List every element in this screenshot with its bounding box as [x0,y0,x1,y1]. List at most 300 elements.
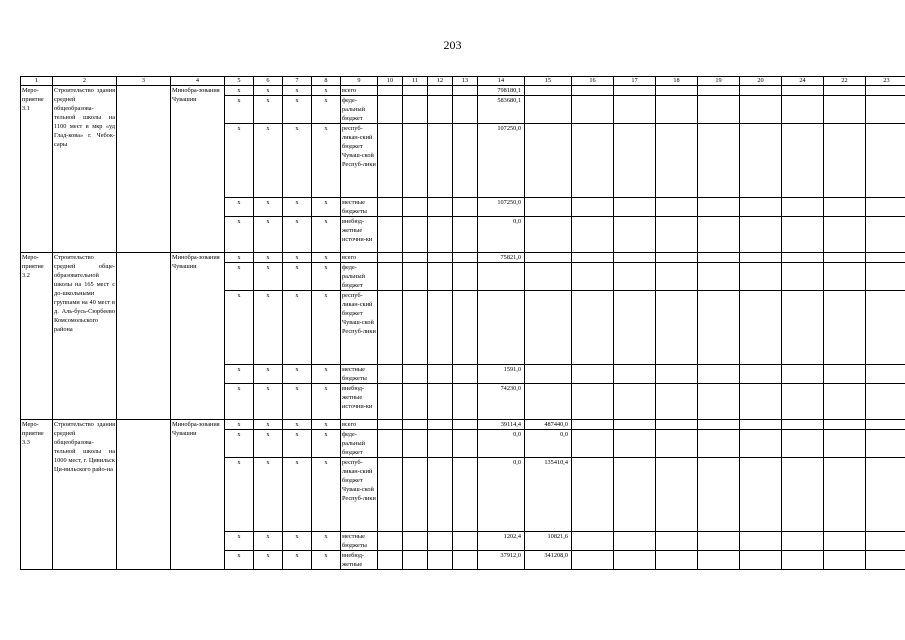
mark-cell: x [254,458,283,532]
empty-cell [453,420,478,430]
column-number-cell: 20 [740,77,782,86]
executor-cell: Минобра-зования Чувашии [171,86,225,253]
column-number-row [21,77,905,86]
empty-cell [614,253,656,263]
amount-col14-cell: 74230,0 [478,384,525,420]
empty-cell [378,384,403,420]
mark-cell: x [254,551,283,570]
empty-cell [656,124,698,198]
funding-source-cell: местные бюджеты [341,365,378,384]
empty-cell [656,420,698,430]
empty-cell [614,430,656,458]
mark-cell: x [254,96,283,124]
empty-cell [782,551,824,570]
empty-cell [614,217,656,253]
column-number-cell: 15 [525,77,572,86]
empty-cell [614,384,656,420]
mark-cell: x [283,96,312,124]
empty-cell [453,198,478,217]
empty-cell [656,198,698,217]
empty-cell [378,430,403,458]
mark-cell: x [225,365,254,384]
empty-cell [572,430,614,458]
empty-cell [740,430,782,458]
empty-cell [428,291,453,365]
empty-cell [614,96,656,124]
mark-cell: x [283,124,312,198]
empty-cell [824,430,866,458]
column-number-cell: 4 [171,77,225,86]
amount-col14-cell: 583680,1 [478,96,525,124]
mark-cell: x [225,384,254,420]
funding-source-cell: внебюд-жетные [341,551,378,570]
mark-cell: x [312,291,341,365]
column-number-cell: 1 [21,77,53,86]
empty-cell [572,253,614,263]
table-row [21,86,905,96]
column-number-cell: 13 [453,77,478,86]
empty-cell [403,384,428,420]
amount-col15-cell: 10821,6 [525,532,572,551]
measure-code-cell: Меро-приятие 3.1 [21,86,53,253]
mark-cell: x [312,532,341,551]
amount-col15-cell [525,291,572,365]
mark-cell: x [254,420,283,430]
empty-cell [782,198,824,217]
mark-cell: x [312,217,341,253]
empty-cell [866,430,905,458]
empty-cell [740,458,782,532]
empty-cell [428,217,453,253]
empty-cell [403,86,428,96]
column-number-cell: 3 [117,77,171,86]
mark-cell: x [254,263,283,291]
empty-cell [698,86,740,96]
empty-cell [866,253,905,263]
empty-cell [453,96,478,124]
empty-cell [782,124,824,198]
empty-cell [698,96,740,124]
mark-cell: x [225,86,254,96]
executor-cell: Минобра-зования Чувашии [171,253,225,420]
empty-cell [378,96,403,124]
empty-cell [698,458,740,532]
column-number-cell: 6 [254,77,283,86]
empty-cell [572,86,614,96]
table-row [21,420,905,430]
amount-col15-cell: 487440,0 [525,420,572,430]
empty-cell [572,420,614,430]
amount-col15-cell: 0,0 [525,430,572,458]
mark-cell: x [283,198,312,217]
empty-cell [866,551,905,570]
mark-cell: x [283,430,312,458]
column-number-cell: 24 [782,77,824,86]
amount-col14-cell: 0,0 [478,430,525,458]
empty-cell [572,532,614,551]
empty-cell [866,96,905,124]
empty-cell [378,263,403,291]
mark-cell: x [225,551,254,570]
empty-cell [698,532,740,551]
empty-cell [740,384,782,420]
empty-cell [453,458,478,532]
empty-cell [656,458,698,532]
empty-cell [403,430,428,458]
empty-cell [614,263,656,291]
empty-cell [824,384,866,420]
empty-cell [782,365,824,384]
empty-cell [403,420,428,430]
empty-cell [614,420,656,430]
empty-cell [866,365,905,384]
amount-col14-cell: 75821,0 [478,253,525,263]
empty-cell [740,198,782,217]
empty-cell [782,532,824,551]
measure-name-cell: Строительство здания средней общеобразова-тельной школы на 1000 мест, г. Цивильск Ци-вильского райо-на [53,420,117,570]
empty-cell [428,384,453,420]
amount-col14-cell: 0,0 [478,217,525,253]
empty-cell [740,551,782,570]
mark-cell: x [312,551,341,570]
empty-cell [453,291,478,365]
funding-source-cell: феде-ральный бюджет [341,430,378,458]
empty-cell [403,96,428,124]
empty-cell [428,430,453,458]
responsible-cell [117,86,171,253]
mark-cell: x [312,86,341,96]
empty-cell [656,551,698,570]
mark-cell: x [283,86,312,96]
empty-cell [428,551,453,570]
mark-cell: x [283,458,312,532]
empty-cell [453,532,478,551]
empty-cell [866,86,905,96]
empty-cell [403,253,428,263]
column-number-cell: 16 [572,77,614,86]
empty-cell [453,124,478,198]
empty-cell [453,253,478,263]
mark-cell: x [225,217,254,253]
empty-cell [453,384,478,420]
mark-cell: x [312,420,341,430]
mark-cell: x [225,263,254,291]
budget-table [20,76,905,570]
empty-cell [403,124,428,198]
empty-cell [740,96,782,124]
amount-col14-cell [478,263,525,291]
column-number-cell: 11 [403,77,428,86]
mark-cell: x [312,198,341,217]
page-number: 203 [443,38,462,52]
column-number-cell: 18 [656,77,698,86]
empty-cell [378,420,403,430]
empty-cell [428,420,453,430]
empty-cell [656,532,698,551]
empty-cell [866,532,905,551]
mark-cell: x [254,217,283,253]
mark-cell: x [254,86,283,96]
funding-source-cell: внебюд-жетные источни-ки [341,384,378,420]
empty-cell [782,86,824,96]
empty-cell [782,253,824,263]
empty-cell [572,291,614,365]
empty-cell [453,365,478,384]
empty-cell [824,96,866,124]
empty-cell [403,458,428,532]
mark-cell: x [225,253,254,263]
empty-cell [378,217,403,253]
empty-cell [428,532,453,551]
mark-cell: x [225,458,254,532]
empty-cell [782,291,824,365]
column-number-cell: 22 [824,77,866,86]
empty-cell [378,458,403,532]
empty-cell [740,291,782,365]
mark-cell: x [225,198,254,217]
empty-cell [740,365,782,384]
funding-source-cell: всего [341,420,378,430]
empty-cell [824,124,866,198]
empty-cell [740,86,782,96]
empty-cell [656,263,698,291]
empty-cell [656,253,698,263]
empty-cell [866,124,905,198]
mark-cell: x [254,253,283,263]
empty-cell [866,198,905,217]
empty-cell [428,124,453,198]
amount-col14-cell: 39114,4 [478,420,525,430]
empty-cell [378,124,403,198]
empty-cell [453,263,478,291]
mark-cell: x [225,96,254,124]
empty-cell [698,384,740,420]
mark-cell: x [283,253,312,263]
amount-col14-cell: 1591,0 [478,365,525,384]
mark-cell: x [283,532,312,551]
empty-cell [428,198,453,217]
funding-source-cell: феде-ральный бюджет [341,263,378,291]
mark-cell: x [225,532,254,551]
column-number-cell: 19 [698,77,740,86]
empty-cell [824,291,866,365]
amount-col15-cell [525,198,572,217]
empty-cell [428,253,453,263]
column-number-cell: 5 [225,77,254,86]
empty-cell [740,263,782,291]
funding-source-cell: респуб-ликан-ский бюджет Чуваш-ской Респуб-лики [341,458,378,532]
empty-cell [698,198,740,217]
amount-col15-cell [525,217,572,253]
empty-cell [740,217,782,253]
column-number-cell: 23 [866,77,905,86]
mark-cell: x [225,124,254,198]
mark-cell: x [312,96,341,124]
empty-cell [403,198,428,217]
empty-cell [453,86,478,96]
empty-cell [378,532,403,551]
empty-cell [614,551,656,570]
empty-cell [378,365,403,384]
mark-cell: x [225,291,254,365]
empty-cell [698,420,740,430]
mark-cell: x [283,291,312,365]
empty-cell [572,96,614,124]
amount-col14-cell: 107250,0 [478,198,525,217]
empty-cell [378,86,403,96]
empty-cell [740,124,782,198]
empty-cell [824,532,866,551]
empty-cell [656,96,698,124]
empty-cell [572,384,614,420]
empty-cell [428,365,453,384]
mark-cell: x [312,458,341,532]
empty-cell [698,253,740,263]
amount-col15-cell [525,253,572,263]
empty-cell [614,532,656,551]
empty-cell [656,384,698,420]
empty-cell [614,124,656,198]
column-number-cell: 10 [378,77,403,86]
empty-cell [782,384,824,420]
empty-cell [428,86,453,96]
funding-source-cell: местные бюджеты [341,198,378,217]
mark-cell: x [312,384,341,420]
empty-cell [572,365,614,384]
empty-cell [572,198,614,217]
empty-cell [824,551,866,570]
funding-source-cell: всего [341,253,378,263]
mark-cell: x [283,551,312,570]
empty-cell [824,217,866,253]
mark-cell: x [254,430,283,458]
empty-cell [782,420,824,430]
empty-cell [740,420,782,430]
empty-cell [378,291,403,365]
mark-cell: x [283,384,312,420]
empty-cell [782,217,824,253]
empty-cell [824,420,866,430]
funding-source-cell: феде-ральный бюджет [341,96,378,124]
mark-cell: x [254,198,283,217]
mark-cell: x [254,365,283,384]
empty-cell [698,217,740,253]
empty-cell [824,86,866,96]
empty-cell [866,384,905,420]
empty-cell [403,263,428,291]
empty-cell [656,217,698,253]
empty-cell [572,124,614,198]
responsible-cell [117,253,171,420]
empty-cell [698,551,740,570]
amount-col15-cell [525,263,572,291]
empty-cell [824,263,866,291]
empty-cell [403,551,428,570]
responsible-cell [117,420,171,570]
empty-cell [572,551,614,570]
amount-col15-cell [525,384,572,420]
empty-cell [740,532,782,551]
amount-col15-cell [525,365,572,384]
empty-cell [782,263,824,291]
column-number-cell: 2 [53,77,117,86]
empty-cell [740,253,782,263]
mark-cell: x [254,384,283,420]
empty-cell [698,365,740,384]
funding-source-cell: местные бюджеты [341,532,378,551]
amount-col14-cell: 798180,1 [478,86,525,96]
mark-cell: x [254,291,283,365]
mark-cell: x [283,263,312,291]
amount-col15-cell [525,86,572,96]
empty-cell [824,458,866,532]
empty-cell [428,458,453,532]
funding-source-cell: внебюд-жетные источни-ки [341,217,378,253]
empty-cell [572,263,614,291]
empty-cell [403,532,428,551]
empty-cell [824,253,866,263]
empty-cell [614,86,656,96]
empty-cell [614,291,656,365]
measure-code-cell: Меро-приятие 3.3 [21,420,53,570]
empty-cell [698,263,740,291]
column-number-cell: 7 [283,77,312,86]
mark-cell: x [254,532,283,551]
column-number-cell: 9 [341,77,378,86]
mark-cell: x [283,420,312,430]
empty-cell [656,86,698,96]
column-number-cell: 12 [428,77,453,86]
funding-source-cell: всего [341,86,378,96]
amount-col14-cell [478,291,525,365]
empty-cell [782,458,824,532]
column-number-cell: 17 [614,77,656,86]
amount-col14-cell: 1202,4 [478,532,525,551]
empty-cell [378,551,403,570]
empty-cell [428,96,453,124]
empty-cell [782,430,824,458]
mark-cell: x [283,365,312,384]
empty-cell [614,198,656,217]
amount-col15-cell: 341208,0 [525,551,572,570]
empty-cell [378,253,403,263]
executor-cell: Минобра-зования Чувашии [171,420,225,570]
mark-cell: x [312,430,341,458]
amount-col15-cell [525,124,572,198]
empty-cell [866,263,905,291]
empty-cell [824,365,866,384]
amount-col15-cell [525,96,572,124]
empty-cell [453,430,478,458]
empty-cell [824,198,866,217]
mark-cell: x [312,263,341,291]
mark-cell: x [312,365,341,384]
measure-name-cell: Строительство средней обще-образовательной школы на 165 мест с до-школьными группами на 40 мест в д. Аль-бусь-Сюрбеево Комсомольского района [53,253,117,420]
column-number-cell: 14 [478,77,525,86]
table-row [21,253,905,263]
funding-source-cell: респуб-ликан-ский бюджет Чуваш-ской Респуб-лики [341,124,378,198]
mark-cell: x [254,124,283,198]
amount-col14-cell: 37912,0 [478,551,525,570]
amount-col15-cell: 135410,4 [525,458,572,532]
empty-cell [403,291,428,365]
measure-name-cell: Строительство здания средней общеобразова-тельной школы на 1100 мест в мкр «уд Глад-кова» г. Чебок-сары [53,86,117,253]
empty-cell [698,124,740,198]
empty-cell [866,458,905,532]
empty-cell [614,458,656,532]
empty-cell [698,291,740,365]
empty-cell [572,217,614,253]
